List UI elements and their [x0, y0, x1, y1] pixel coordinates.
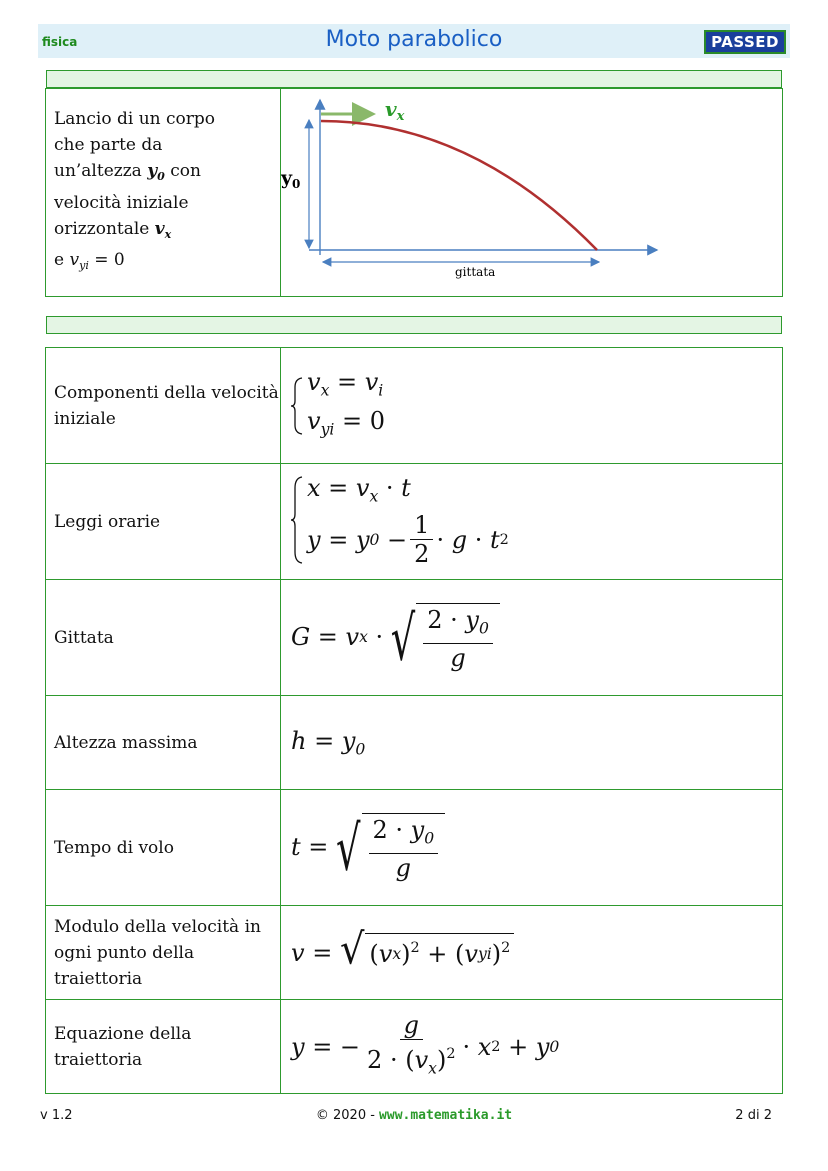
row-label: Equazione della traiettoria	[46, 1000, 281, 1094]
page-header	[38, 24, 790, 58]
table-row	[46, 906, 783, 1000]
copyright-text: © 2020 -	[315, 1108, 380, 1123]
range-formula: G = v x · √ $\frac{2 \cdot y_0}{g}$	[281, 580, 783, 696]
intro-line: e $v_{yi} = 0$	[54, 250, 125, 273]
table-row	[46, 696, 783, 790]
vx-label: $v_x$	[385, 96, 405, 124]
row-label: Tempo di volo	[46, 790, 281, 906]
row-label: Leggi orarie	[46, 464, 281, 580]
trajectory-equation-formula: y = − $\frac{g}{2 \cdot (v_x)^2}$ · x 2 + y 0	[281, 1000, 783, 1094]
range-label: gittata	[455, 264, 496, 279]
table-row	[46, 790, 783, 906]
intro-table	[45, 88, 783, 297]
initial-velocity-formula: $v_x = v_i$ $v_{yi} = 0$	[281, 348, 783, 464]
trajectory-curve	[321, 121, 597, 250]
page-number: 2 di 2	[735, 1108, 772, 1123]
intro-line: un’altezza $y_0$ con	[54, 160, 201, 183]
section-bar-top	[46, 70, 782, 88]
table-row	[46, 580, 783, 696]
row-label: Altezza massima	[46, 696, 281, 790]
motion-laws-formula: $x = v_x \cdot t$ y = y 0 − $\frac{1}{2}$ · g · t 2	[281, 464, 783, 580]
table-row	[46, 1000, 783, 1094]
version-label: v 1.2	[40, 1108, 73, 1123]
subject-label: fisica	[42, 35, 78, 49]
site-link[interactable]: www.matematika.it	[379, 1108, 513, 1123]
max-height-formula: $h = y_0$	[281, 696, 783, 790]
row-label: Modulo della velocità in ogni punto della traiettoria	[46, 906, 281, 1000]
passed-badge: PASSED	[704, 30, 786, 54]
section-bar-middle	[46, 316, 782, 334]
trajectory-diagram-cell	[281, 89, 783, 297]
speed-modulus-formula: v = √ ( v x )$^2$ + ( v yi )$^2$	[281, 906, 783, 1000]
trajectory-diagram	[281, 90, 791, 296]
row-label: Gittata	[46, 580, 281, 696]
copyright-line	[0, 1108, 828, 1123]
row-label: Componenti della velocità iniziale	[46, 348, 281, 464]
table-row	[46, 348, 783, 464]
y0-label: $y_0$	[281, 166, 301, 191]
flight-time-formula: t = √ $\frac{2 \cdot y_0}{g}$	[281, 790, 783, 906]
intro-line: Lancio di un corpo	[54, 108, 215, 129]
intro-line: velocità iniziale	[54, 192, 189, 213]
formula-table	[45, 347, 783, 1094]
brace-icon	[291, 476, 303, 564]
intro-line: che parte da	[54, 134, 163, 155]
page-title: Moto parabolico	[325, 27, 503, 52]
intro-line: orizzontale $v_x$	[54, 218, 172, 241]
brace-icon	[291, 377, 303, 435]
intro-description	[46, 89, 281, 297]
